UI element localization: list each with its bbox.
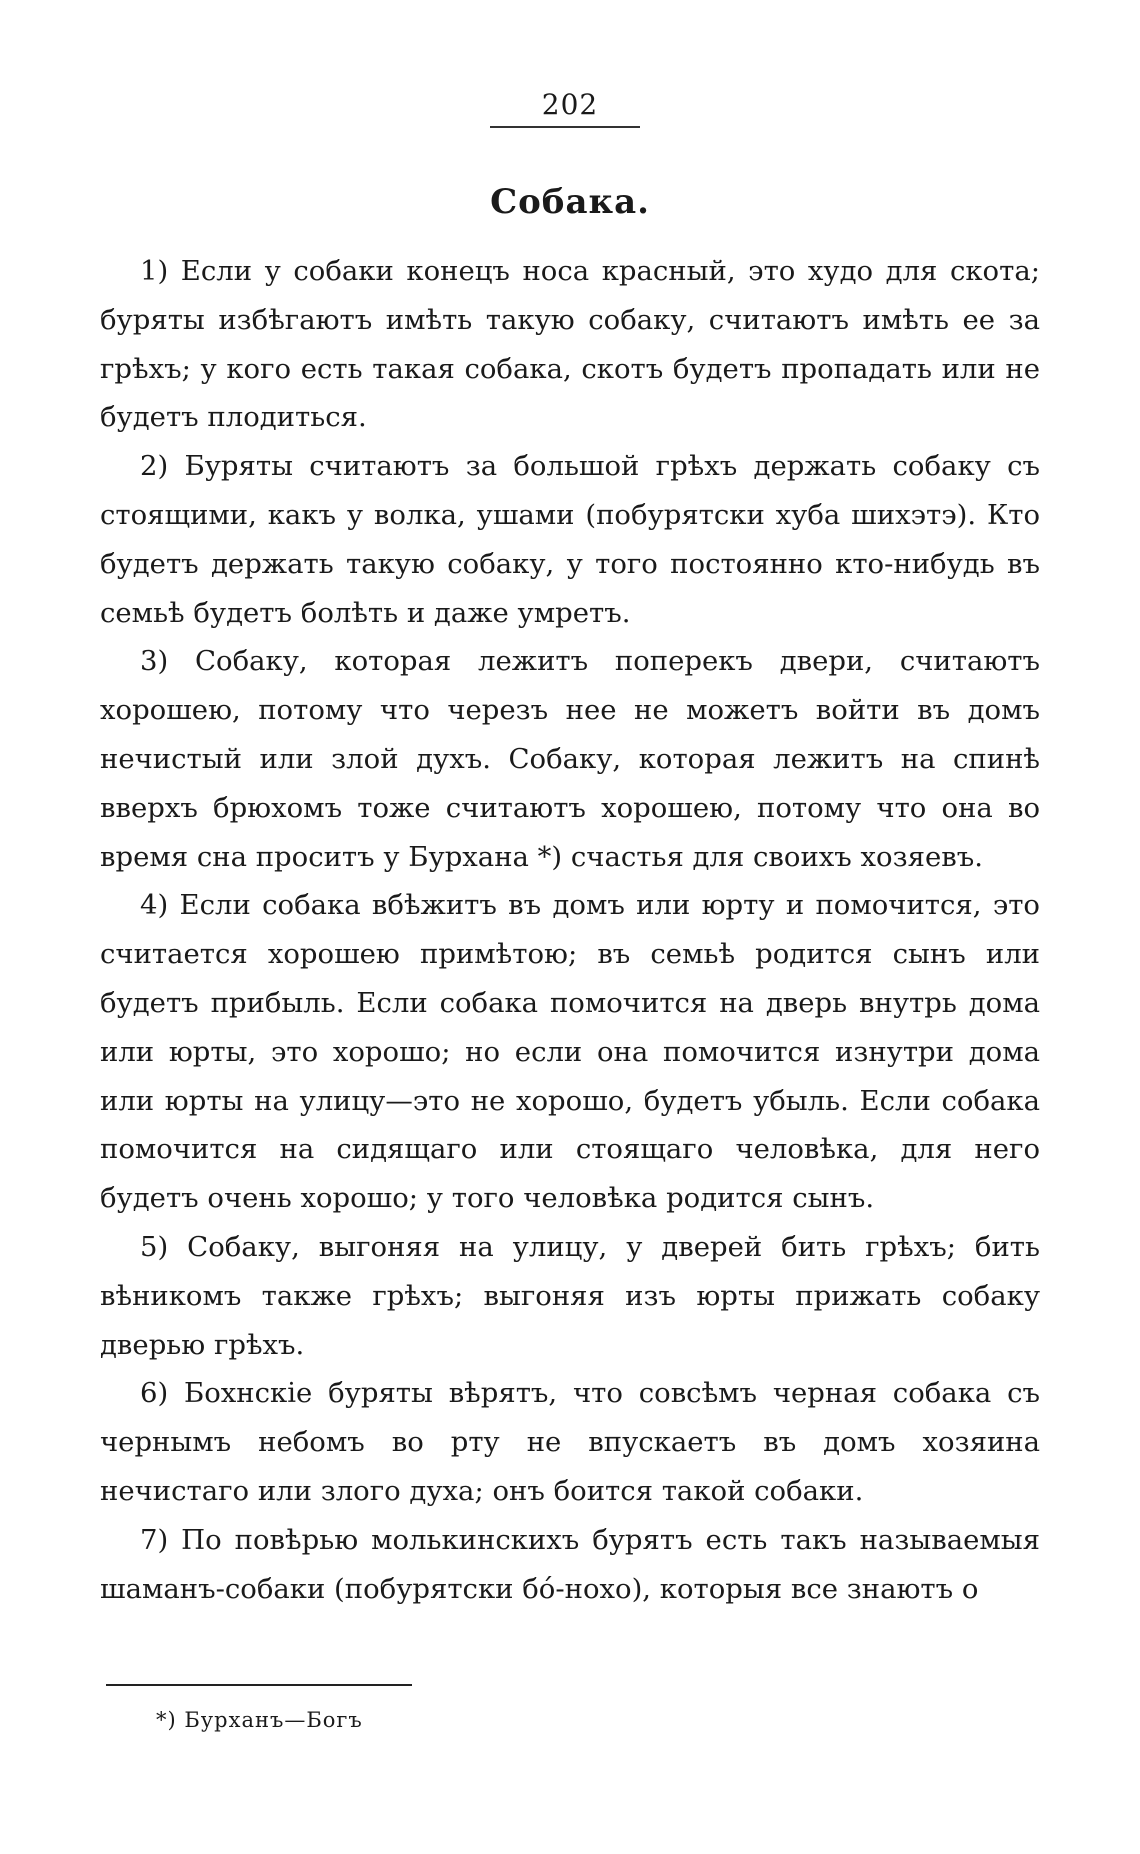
footnote: *) Бурханъ—Богъ	[156, 1708, 363, 1732]
page-number-rule	[490, 126, 640, 128]
paragraph-4: 4) Если собака вбѣжитъ въ домъ или юрту и помочится, это считается хорошею примѣтою; въ семьѣ родится сынъ или будетъ прибыль. Если собака помочится на дверь внутрь дома или юрты, это хорошо; но если она помочится изнутри дома или юрты на улицу—это не хорошо, будетъ убыль. Если собака помочится на сидящаго или стоящаго человѣка, для него будетъ очень хорошо; у того человѣка родится сынъ.	[100, 889, 1040, 1215]
paragraph-3: 3) Собаку, которая лежитъ поперекъ двери, считаютъ хорошею, потому что черезъ нее не можетъ войти въ домъ нечистый или злой духъ. Собаку, которая лежитъ на спинѣ вверхъ брюхомъ тоже считаютъ хорошею, потому что она во время сна проситъ у Бурхана *) счастья для своихъ хозяевъ.	[100, 645, 1040, 873]
section-title: Собака.	[490, 182, 650, 222]
body-text	[100, 247, 1040, 1613]
paragraph-5: 5) Собаку, выгоняя на улицу, у дверей бить грѣхъ; бить вѣникомъ также грѣхъ; выгоняя изъ юрты прижать собаку дверью грѣхъ.	[100, 1230, 1040, 1361]
paragraph-2: 2) Буряты считаютъ за большой грѣхъ держать собаку съ стоящими, какъ у волка, ушами (побурятски хуба шихэтэ). Кто будетъ держать такую собаку, у того постоянно кто-нибудь въ семьѣ будетъ болѣть и даже умретъ.	[100, 450, 1040, 629]
footnote-rule	[106, 1684, 412, 1686]
paragraph-1: 1) Если у собаки конецъ носа красный, это худо для скота; буряты избѣгаютъ имѣть такую собаку, считаютъ имѣть ее за грѣхъ; у кого есть такая собака, скотъ будетъ пропадать или не будетъ плодиться.	[100, 255, 1040, 434]
paragraph-6: 6) Бохнскіе буряты вѣрятъ, что совсѣмъ черная собака съ чернымъ небомъ во рту не впускаетъ въ домъ хозяина нечистаго или злого духа; онъ боится такой собаки.	[100, 1377, 1040, 1507]
page-number: 202	[541, 88, 599, 121]
paragraph-7: 7) По повѣрью молькинскихъ бурятъ есть такъ называемыя шаманъ-собаки (побурятски бо́-нохо), которыя все знаютъ о	[100, 1523, 1040, 1605]
